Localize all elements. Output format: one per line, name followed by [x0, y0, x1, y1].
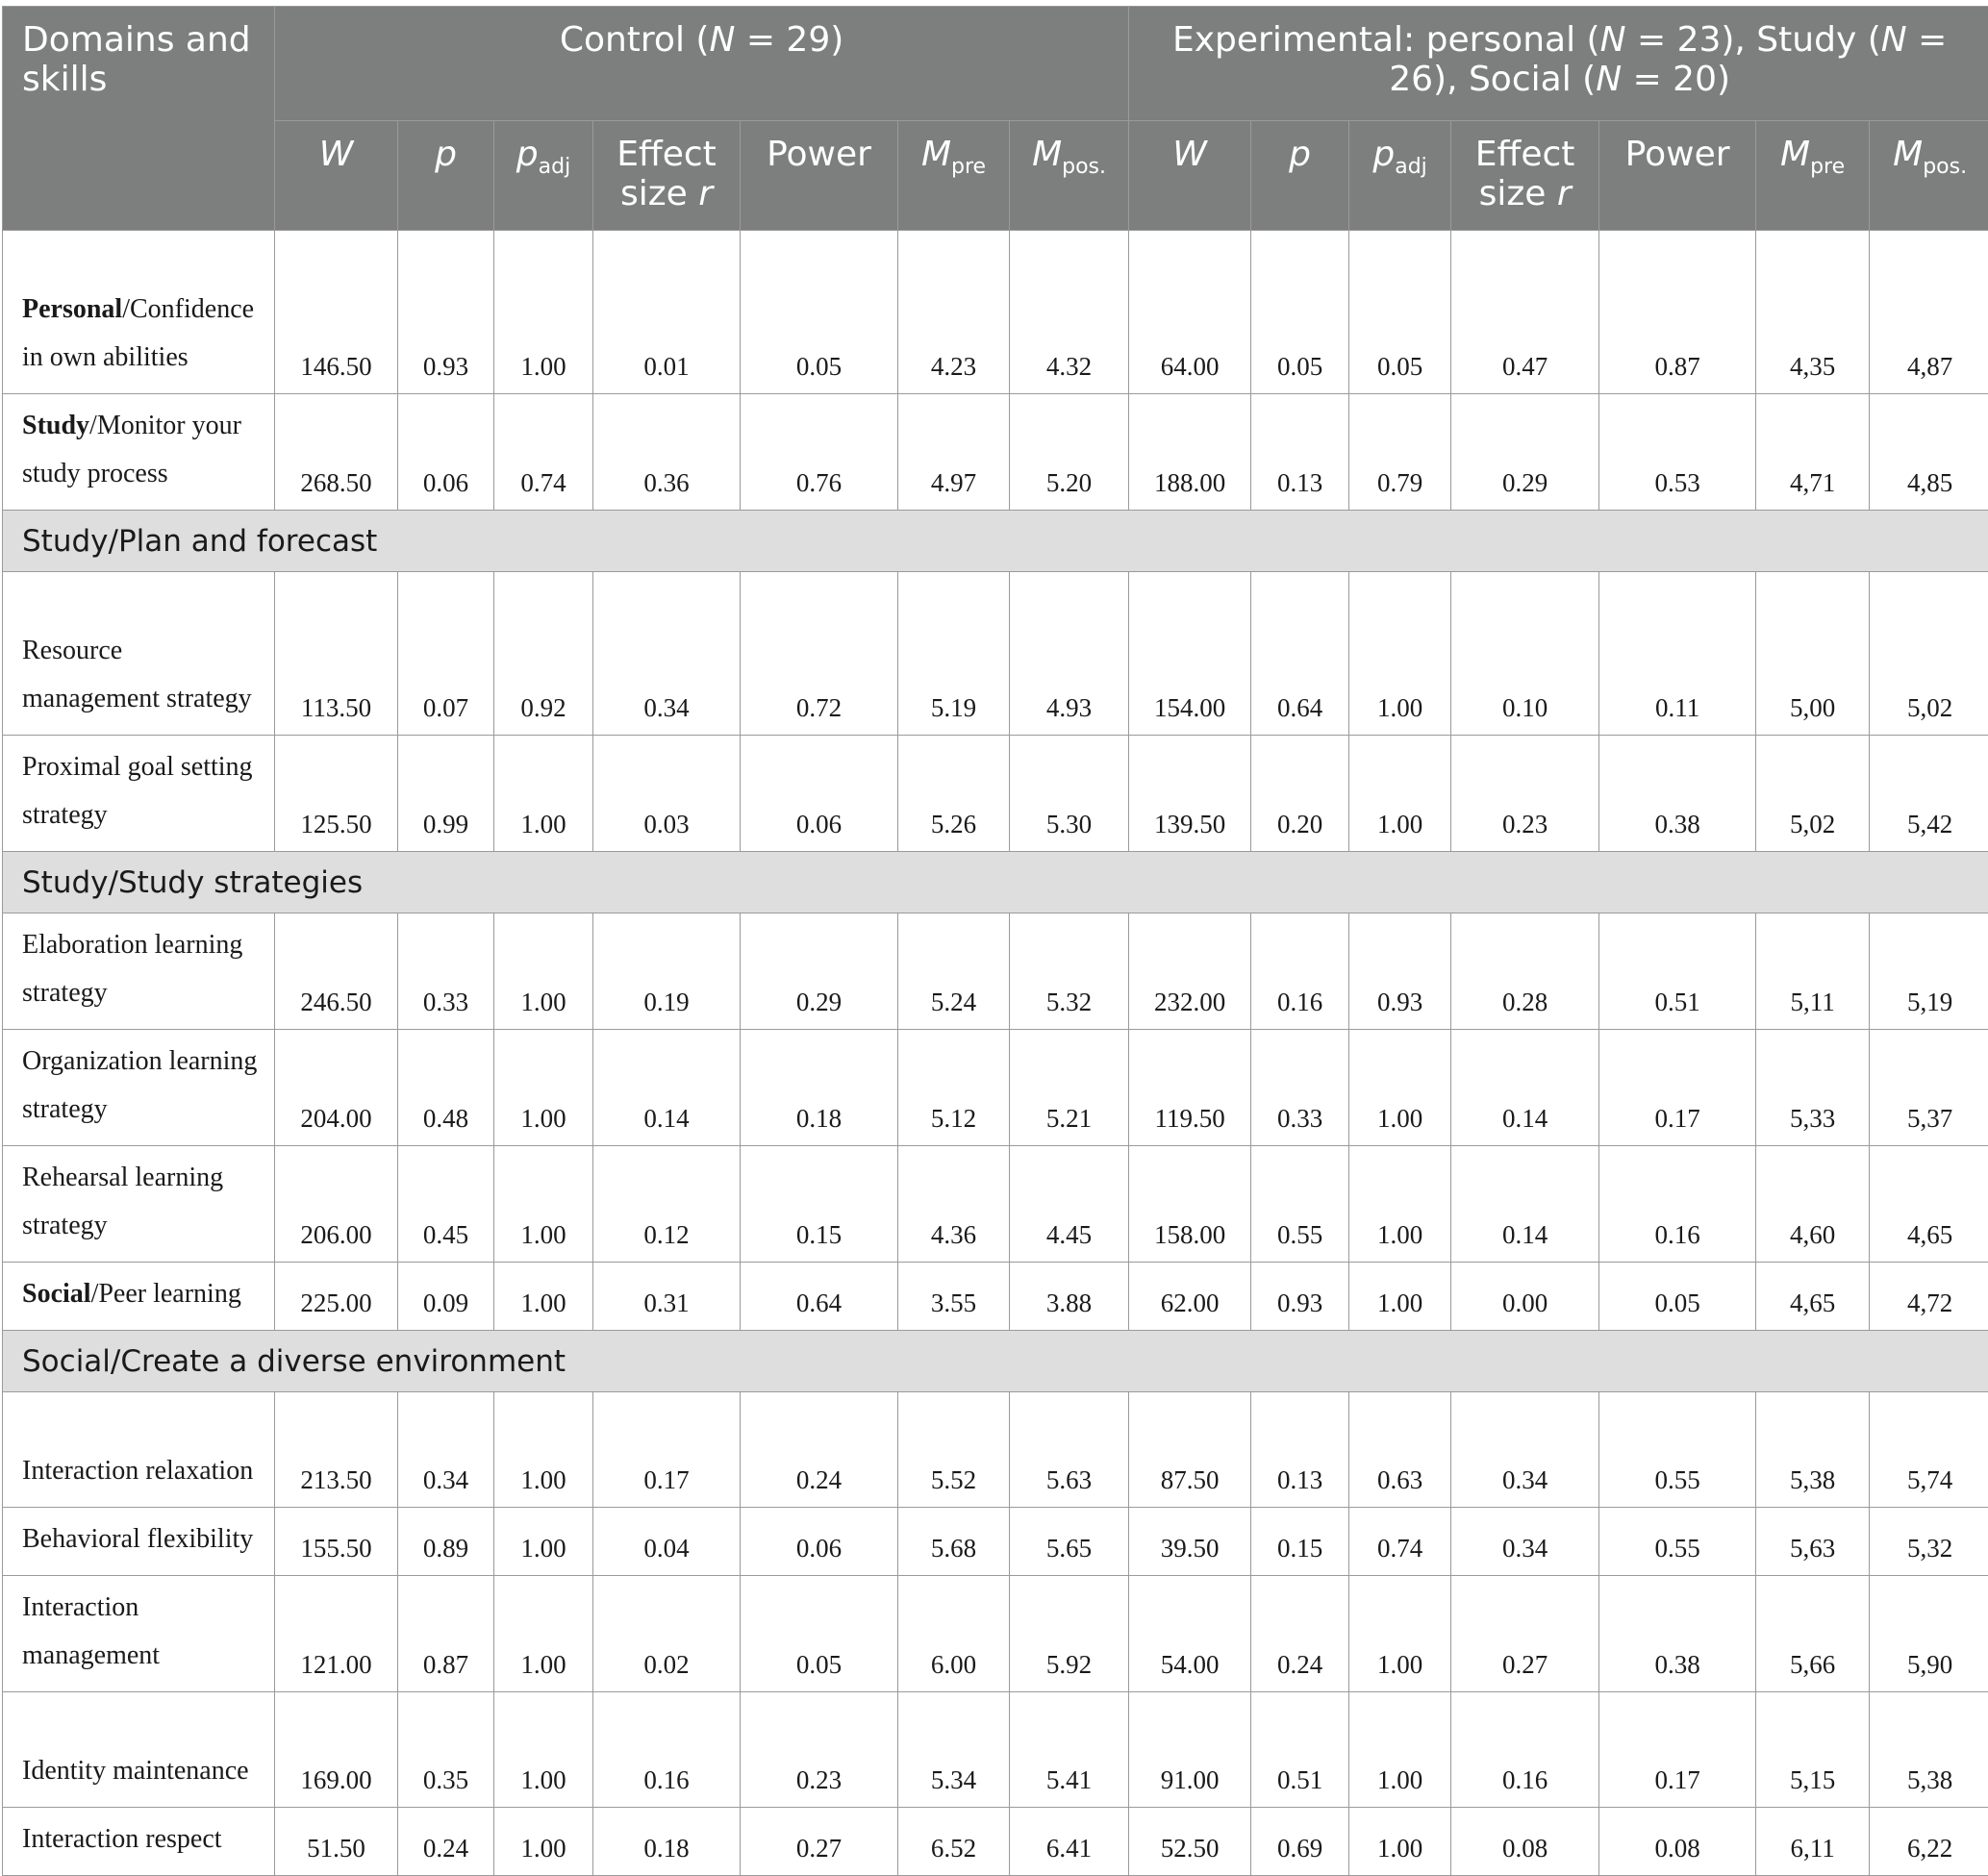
experimental-padj-cell: 1.00: [1349, 1576, 1451, 1692]
section-header-row: [3, 1331, 1988, 1392]
control-p-cell: 0.24: [398, 1808, 494, 1876]
control-power-cell: 0.23: [741, 1692, 898, 1808]
experimental-w-cell: 139.50: [1129, 736, 1251, 852]
table-header: [3, 7, 1988, 231]
experimental-effect-size-cell: 0.34: [1451, 1392, 1599, 1508]
control-effect-size-cell: 0.19: [593, 913, 741, 1030]
control-p-cell: 0.35: [398, 1692, 494, 1808]
control-effect-size-cell: 0.34: [593, 572, 741, 736]
experimental-mpre-cell: 4,60: [1756, 1146, 1870, 1263]
control-p-cell: 0.09: [398, 1263, 494, 1331]
control-w-cell: 146.50: [275, 231, 398, 394]
control-p-cell: 0.87: [398, 1576, 494, 1692]
experimental-mpos-cell: 5,90: [1870, 1576, 1988, 1692]
skill-label: [3, 1692, 275, 1808]
col-mpos-header: $M_{pos.}$: [1870, 121, 1988, 231]
control-mpre-cell: 6.00: [898, 1576, 1010, 1692]
experimental-w-cell: 119.50: [1129, 1030, 1251, 1146]
col-effect-size-header: Effect size r: [593, 121, 741, 231]
experimental-padj-cell: 1.00: [1349, 572, 1451, 736]
control-mpos-cell: 5.32: [1010, 913, 1129, 1030]
col-w-header: W: [275, 121, 398, 231]
experimental-power-cell: 0.55: [1599, 1508, 1756, 1576]
experimental-mpos-cell: 4,87: [1870, 231, 1988, 394]
control-power-cell: 0.64: [741, 1263, 898, 1331]
control-padj-cell: 1.00: [494, 913, 593, 1030]
skill-label: [3, 1576, 275, 1692]
experimental-p-cell: 0.55: [1251, 1146, 1349, 1263]
experimental-p-cell: 0.13: [1251, 394, 1349, 511]
experimental-power-cell: 0.16: [1599, 1146, 1756, 1263]
table-row: [3, 231, 1988, 394]
experimental-effect-size-cell: 0.28: [1451, 913, 1599, 1030]
control-w-cell: 113.50: [275, 572, 398, 736]
control-p-cell: 0.93: [398, 231, 494, 394]
skill-name: Behavioral flexibility: [22, 1524, 253, 1554]
experimental-mpre-cell: 6,11: [1756, 1808, 1870, 1876]
experimental-p-cell: 0.05: [1251, 231, 1349, 394]
experimental-effect-size-cell: 0.14: [1451, 1146, 1599, 1263]
control-power-cell: 0.24: [741, 1392, 898, 1508]
experimental-mpre-cell: 5,63: [1756, 1508, 1870, 1576]
experimental-power-cell: 0.11: [1599, 572, 1756, 736]
experimental-mpre-cell: 5,66: [1756, 1576, 1870, 1692]
control-w-cell: 206.00: [275, 1146, 398, 1263]
experimental-power-cell: 0.38: [1599, 736, 1756, 852]
control-mpre-cell: 4.97: [898, 394, 1010, 511]
experimental-effect-size-cell: 0.23: [1451, 736, 1599, 852]
control-padj-cell: 1.00: [494, 1508, 593, 1576]
table-row: [3, 736, 1988, 852]
experimental-mpos-cell: 5,02: [1870, 572, 1988, 736]
control-w-cell: 213.50: [275, 1392, 398, 1508]
table-row: [3, 1808, 1988, 1876]
experimental-p-cell: 0.15: [1251, 1508, 1349, 1576]
control-mpre-cell: 5.26: [898, 736, 1010, 852]
section-header-row: [3, 511, 1988, 572]
table-row: [3, 394, 1988, 511]
control-power-cell: 0.05: [741, 1576, 898, 1692]
control-p-cell: 0.34: [398, 1392, 494, 1508]
control-padj-cell: 1.00: [494, 1808, 593, 1876]
experimental-power-cell: 0.17: [1599, 1692, 1756, 1808]
experimental-p-cell: 0.24: [1251, 1576, 1349, 1692]
skill-label: [3, 1392, 275, 1508]
control-power-cell: 0.76: [741, 394, 898, 511]
control-mpre-cell: 6.52: [898, 1808, 1010, 1876]
control-effect-size-cell: 0.18: [593, 1808, 741, 1876]
domain-name: Social: [22, 1279, 91, 1309]
experimental-mpre-cell: 5,38: [1756, 1392, 1870, 1508]
experimental-p-cell: 0.20: [1251, 736, 1349, 852]
control-power-cell: 0.06: [741, 1508, 898, 1576]
table-row: [3, 1146, 1988, 1263]
control-mpre-cell: 5.12: [898, 1030, 1010, 1146]
experimental-mpre-cell: 4,71: [1756, 394, 1870, 511]
control-p-cell: 0.48: [398, 1030, 494, 1146]
control-mpre-cell: 5.19: [898, 572, 1010, 736]
control-p-cell: 0.33: [398, 913, 494, 1030]
col-mpre-header: $M_{pre}$: [898, 121, 1010, 231]
control-effect-size-cell: 0.31: [593, 1263, 741, 1331]
header-row-columns: [3, 121, 1988, 231]
col-p-header: p: [1251, 121, 1349, 231]
section-header-label: Study/Plan and forecast: [3, 511, 1988, 572]
experimental-p-cell: 0.64: [1251, 572, 1349, 736]
skill-label: [3, 1808, 275, 1876]
experimental-effect-size-cell: 0.00: [1451, 1263, 1599, 1331]
table-row: [3, 1030, 1988, 1146]
section-header-row: [3, 852, 1988, 913]
skill-name: Resource management strategy: [22, 636, 252, 713]
control-mpos-cell: 5.30: [1010, 736, 1129, 852]
experimental-effect-size-cell: 0.16: [1451, 1692, 1599, 1808]
control-p-cell: 0.07: [398, 572, 494, 736]
control-effect-size-cell: 0.12: [593, 1146, 741, 1263]
experimental-padj-cell: 0.63: [1349, 1392, 1451, 1508]
control-mpre-cell: 5.52: [898, 1392, 1010, 1508]
control-power-cell: 0.27: [741, 1808, 898, 1876]
control-effect-size-cell: 0.16: [593, 1692, 741, 1808]
control-group-header: Control (N = 29): [275, 7, 1129, 121]
experimental-p-cell: 0.51: [1251, 1692, 1349, 1808]
experimental-w-cell: 91.00: [1129, 1692, 1251, 1808]
col-power-header: Power: [741, 121, 898, 231]
section-header-label: Study/Study strategies: [3, 852, 1988, 913]
control-power-cell: 0.05: [741, 231, 898, 394]
table-row: [3, 1508, 1988, 1576]
domains-skills-header: Domains and skills: [3, 7, 275, 231]
experimental-p-cell: 0.33: [1251, 1030, 1349, 1146]
experimental-p-cell: 0.93: [1251, 1263, 1349, 1331]
skill-label: [3, 231, 275, 394]
experimental-w-cell: 232.00: [1129, 913, 1251, 1030]
experimental-padj-cell: 0.93: [1349, 913, 1451, 1030]
table-row: [3, 572, 1988, 736]
control-padj-cell: 1.00: [494, 1030, 593, 1146]
control-w-cell: 125.50: [275, 736, 398, 852]
experimental-padj-cell: 0.79: [1349, 394, 1451, 511]
control-mpre-cell: 4.23: [898, 231, 1010, 394]
control-w-cell: 155.50: [275, 1508, 398, 1576]
experimental-power-cell: 0.17: [1599, 1030, 1756, 1146]
skill-name: Identity maintenance: [22, 1756, 249, 1786]
col-padj-header: $p_{adj}$: [494, 121, 593, 231]
experimental-effect-size-cell: 0.29: [1451, 394, 1599, 511]
control-p-cell: 0.89: [398, 1508, 494, 1576]
experimental-group-header: Experimental: personal (N = 23), Study (N = 26), Social (N = 20): [1129, 7, 1988, 121]
experimental-w-cell: 87.50: [1129, 1392, 1251, 1508]
experimental-padj-cell: 0.05: [1349, 231, 1451, 394]
experimental-padj-cell: 1.00: [1349, 1808, 1451, 1876]
header-row-groups: [3, 7, 1988, 121]
skill-name: /Monitor your study process: [22, 411, 241, 488]
experimental-w-cell: 62.00: [1129, 1263, 1251, 1331]
control-effect-size-cell: 0.14: [593, 1030, 741, 1146]
experimental-padj-cell: 1.00: [1349, 1030, 1451, 1146]
domain-name: Personal: [22, 294, 122, 324]
control-effect-size-cell: 0.17: [593, 1392, 741, 1508]
control-mpos-cell: 5.92: [1010, 1576, 1129, 1692]
control-padj-cell: 1.00: [494, 1692, 593, 1808]
skill-name: Proximal goal setting strategy: [22, 752, 253, 830]
control-mpos-cell: 4.45: [1010, 1146, 1129, 1263]
control-power-cell: 0.18: [741, 1030, 898, 1146]
experimental-mpos-cell: 4,85: [1870, 394, 1988, 511]
control-padj-cell: 1.00: [494, 1392, 593, 1508]
section-header-label: Social/Create a diverse environment: [3, 1331, 1988, 1392]
control-mpos-cell: 5.63: [1010, 1392, 1129, 1508]
experimental-padj-cell: 1.00: [1349, 736, 1451, 852]
experimental-w-cell: 158.00: [1129, 1146, 1251, 1263]
control-mpre-cell: 5.68: [898, 1508, 1010, 1576]
control-w-cell: 204.00: [275, 1030, 398, 1146]
control-padj-cell: 1.00: [494, 1263, 593, 1331]
control-w-cell: 121.00: [275, 1576, 398, 1692]
experimental-mpre-cell: 4,65: [1756, 1263, 1870, 1331]
control-padj-cell: 0.92: [494, 572, 593, 736]
experimental-power-cell: 0.08: [1599, 1808, 1756, 1876]
control-w-cell: 268.50: [275, 394, 398, 511]
control-w-cell: 169.00: [275, 1692, 398, 1808]
control-mpos-cell: 4.32: [1010, 231, 1129, 394]
control-power-cell: 0.15: [741, 1146, 898, 1263]
experimental-effect-size-cell: 0.10: [1451, 572, 1599, 736]
experimental-p-cell: 0.16: [1251, 913, 1349, 1030]
control-mpos-cell: 4.93: [1010, 572, 1129, 736]
experimental-p-cell: 0.69: [1251, 1808, 1349, 1876]
table-body: [3, 231, 1988, 1876]
skill-name: Organization learning strategy: [22, 1046, 257, 1124]
skill-label: [3, 572, 275, 736]
skill-name: Interaction respect: [22, 1824, 222, 1854]
control-p-cell: 0.45: [398, 1146, 494, 1263]
experimental-w-cell: 154.00: [1129, 572, 1251, 736]
col-w-header: W: [1129, 121, 1251, 231]
control-effect-size-cell: 0.01: [593, 231, 741, 394]
experimental-padj-cell: 1.00: [1349, 1263, 1451, 1331]
experimental-mpos-cell: 5,37: [1870, 1030, 1988, 1146]
control-mpre-cell: 5.34: [898, 1692, 1010, 1808]
experimental-effect-size-cell: 0.27: [1451, 1576, 1599, 1692]
experimental-mpre-cell: 5,00: [1756, 572, 1870, 736]
control-power-cell: 0.29: [741, 913, 898, 1030]
experimental-mpos-cell: 5,32: [1870, 1508, 1988, 1576]
experimental-power-cell: 0.87: [1599, 231, 1756, 394]
table-row: [3, 913, 1988, 1030]
control-w-cell: 51.50: [275, 1808, 398, 1876]
control-mpre-cell: 3.55: [898, 1263, 1010, 1331]
skill-label: [3, 1146, 275, 1263]
experimental-mpre-cell: 5,02: [1756, 736, 1870, 852]
experimental-mpre-cell: 5,33: [1756, 1030, 1870, 1146]
experimental-mpre-cell: 5,15: [1756, 1692, 1870, 1808]
control-padj-cell: 1.00: [494, 736, 593, 852]
experimental-mpos-cell: 4,65: [1870, 1146, 1988, 1263]
control-power-cell: 0.72: [741, 572, 898, 736]
skill-label: [3, 1263, 275, 1331]
experimental-mpre-cell: 5,11: [1756, 913, 1870, 1030]
control-mpre-cell: 5.24: [898, 913, 1010, 1030]
control-padj-cell: 0.74: [494, 394, 593, 511]
skill-name: Interaction management: [22, 1592, 160, 1670]
col-mpre-header: $M_{pre}$: [1756, 121, 1870, 231]
control-mpos-cell: 5.41: [1010, 1692, 1129, 1808]
experimental-effect-size-cell: 0.14: [1451, 1030, 1599, 1146]
experimental-mpos-cell: 5,74: [1870, 1392, 1988, 1508]
experimental-padj-cell: 0.74: [1349, 1508, 1451, 1576]
experimental-w-cell: 188.00: [1129, 394, 1251, 511]
skill-name: /Peer learning: [91, 1279, 241, 1309]
skill-name: /Confidence in own abilities: [22, 294, 254, 372]
experimental-w-cell: 52.50: [1129, 1808, 1251, 1876]
skill-name: Rehearsal learning strategy: [22, 1163, 223, 1240]
experimental-p-cell: 0.13: [1251, 1392, 1349, 1508]
control-mpre-cell: 4.36: [898, 1146, 1010, 1263]
experimental-power-cell: 0.55: [1599, 1392, 1756, 1508]
control-mpos-cell: 5.21: [1010, 1030, 1129, 1146]
control-p-cell: 0.06: [398, 394, 494, 511]
control-effect-size-cell: 0.36: [593, 394, 741, 511]
col-power-header: Power: [1599, 121, 1756, 231]
skill-label: [3, 913, 275, 1030]
table-row: [3, 1692, 1988, 1808]
skill-label: [3, 1508, 275, 1576]
results-table: [2, 6, 1988, 1876]
skill-label: [3, 1030, 275, 1146]
domain-name: Study: [22, 411, 89, 440]
control-mpos-cell: 6.41: [1010, 1808, 1129, 1876]
control-effect-size-cell: 0.04: [593, 1508, 741, 1576]
experimental-effect-size-cell: 0.08: [1451, 1808, 1599, 1876]
control-padj-cell: 1.00: [494, 231, 593, 394]
control-w-cell: 246.50: [275, 913, 398, 1030]
control-mpos-cell: 5.20: [1010, 394, 1129, 511]
control-power-cell: 0.06: [741, 736, 898, 852]
experimental-w-cell: 64.00: [1129, 231, 1251, 394]
col-mpos-header: $M_{pos.}$: [1010, 121, 1129, 231]
experimental-effect-size-cell: 0.47: [1451, 231, 1599, 394]
experimental-power-cell: 0.38: [1599, 1576, 1756, 1692]
skill-name: Elaboration learning strategy: [22, 930, 242, 1008]
control-w-cell: 225.00: [275, 1263, 398, 1331]
skill-label: [3, 736, 275, 852]
experimental-padj-cell: 1.00: [1349, 1692, 1451, 1808]
experimental-effect-size-cell: 0.34: [1451, 1508, 1599, 1576]
experimental-power-cell: 0.05: [1599, 1263, 1756, 1331]
control-padj-cell: 1.00: [494, 1146, 593, 1263]
experimental-mpos-cell: 5,38: [1870, 1692, 1988, 1808]
skill-name: Interaction relaxation: [22, 1456, 253, 1486]
control-p-cell: 0.99: [398, 736, 494, 852]
control-padj-cell: 1.00: [494, 1576, 593, 1692]
experimental-mpre-cell: 4,35: [1756, 231, 1870, 394]
experimental-mpos-cell: 4,72: [1870, 1263, 1988, 1331]
control-mpos-cell: 3.88: [1010, 1263, 1129, 1331]
control-mpos-cell: 5.65: [1010, 1508, 1129, 1576]
col-p-header: p: [398, 121, 494, 231]
table-row: [3, 1392, 1988, 1508]
experimental-mpos-cell: 5,19: [1870, 913, 1988, 1030]
control-effect-size-cell: 0.02: [593, 1576, 741, 1692]
experimental-w-cell: 54.00: [1129, 1576, 1251, 1692]
experimental-padj-cell: 1.00: [1349, 1146, 1451, 1263]
experimental-power-cell: 0.51: [1599, 913, 1756, 1030]
experimental-mpos-cell: 6,22: [1870, 1808, 1988, 1876]
table-row: [3, 1263, 1988, 1331]
table-row: [3, 1576, 1988, 1692]
control-effect-size-cell: 0.03: [593, 736, 741, 852]
experimental-w-cell: 39.50: [1129, 1508, 1251, 1576]
col-effect-size-header: Effect size r: [1451, 121, 1599, 231]
experimental-mpos-cell: 5,42: [1870, 736, 1988, 852]
experimental-power-cell: 0.53: [1599, 394, 1756, 511]
skill-label: [3, 394, 275, 511]
col-padj-header: $p_{adj}$: [1349, 121, 1451, 231]
